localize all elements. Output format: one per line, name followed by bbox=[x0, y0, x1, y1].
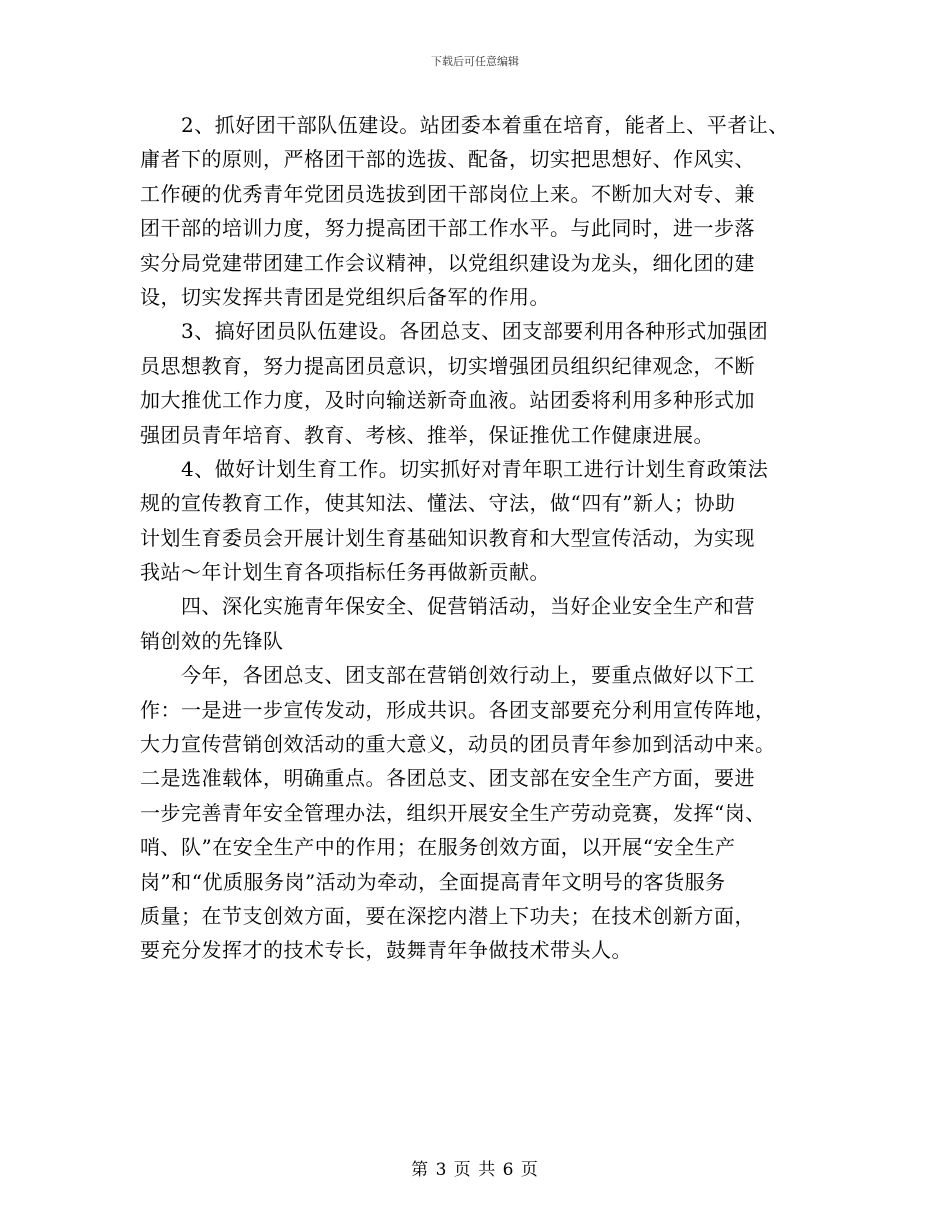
text-line: 作：一是进一步宣传发动，形成共识。各团支部要充分利用宣传阵地， bbox=[140, 697, 776, 722]
page-number: 第 3 页 共 6 页 bbox=[411, 1160, 539, 1180]
text-line: 二是选准载体，明确重点。各团总支、团支部在安全生产方面，要进 bbox=[140, 766, 755, 791]
page-header: 下载后可任意编辑 bbox=[431, 55, 519, 68]
text-line: 我站～年计划生育各项指标任务再做新贡献。 bbox=[140, 560, 550, 585]
text-line: 要充分发挥才的技术专长，鼓舞青年争做技术带头人。 bbox=[140, 938, 632, 963]
text-line: 今年，各团总支、团支部在营销创效行动上，要重点做好以下工 bbox=[140, 663, 755, 688]
text-line: 2、抓好团干部队伍建设。站团委本着重在培育，能者上、平者让、 bbox=[140, 113, 789, 137]
text-line: 大力宣传营销创效活动的重大意义，动员的团员青年参加到活动中来。 bbox=[140, 732, 776, 757]
text-line: 销创效的先锋队 bbox=[140, 628, 284, 653]
text-line: 岗”和“优质服务岗”活动为牵动，全面提高青年文明号的客货服务 bbox=[140, 869, 726, 894]
text-line: 设，切实发挥共青团是党组织后备军的作用。 bbox=[140, 284, 550, 309]
text-line: 庸者下的原则，严格团干部的选拔、配备，切实把思想好、作风实、 bbox=[140, 147, 755, 172]
text-line: 加大推优工作力度，及时向输送新奇血液。站团委将利用多种形式加 bbox=[140, 388, 755, 413]
text-line: 四、深化实施青年保安全、促营销活动，当好企业安全生产和营 bbox=[140, 594, 755, 619]
text-line: 工作硬的优秀青年党团员选拔到团干部岗位上来。不断加大对专、兼 bbox=[140, 181, 755, 206]
text-line: 一步完善青年安全管理办法，组织开展安全生产劳动竞赛，发挥“岗、 bbox=[140, 800, 766, 825]
text-line: 员思想教育，努力提高团员意识，切实增强团员组织纪律观念，不断 bbox=[140, 353, 755, 378]
text-line: 计划生育委员会开展计划生育基础知识教育和大型宣传活动，为实现 bbox=[140, 525, 755, 550]
document-body bbox=[140, 108, 816, 968]
text-line: 3、搞好团员队伍建设。各团总支、团支部要利用各种形式加强团 bbox=[140, 319, 769, 344]
text-line: 质量；在节支创效方面，要在深挖内潜上下功夫；在技术创新方面， bbox=[140, 903, 755, 928]
text-line: 强团员青年培育、教育、考核、推举，保证推优工作健康进展。 bbox=[140, 422, 714, 447]
text-line: 实分局党建带团建工作会议精神，以党组织建设为龙头，细化团的建 bbox=[140, 250, 755, 275]
text-line: 规的宣传教育工作，使其知法、懂法、守法，做“四有”新人；协助 bbox=[140, 491, 736, 516]
text-line: 4、做好计划生育工作。切实抓好对青年职工进行计划生育政策法 bbox=[140, 456, 769, 481]
text-line: 哨、队”在安全生产中的作用；在服务创效方面，以开展“安全生产 bbox=[140, 835, 736, 860]
text-line: 团干部的培训力度，努力提高团干部工作水平。与此同时，进一步落 bbox=[140, 216, 755, 241]
